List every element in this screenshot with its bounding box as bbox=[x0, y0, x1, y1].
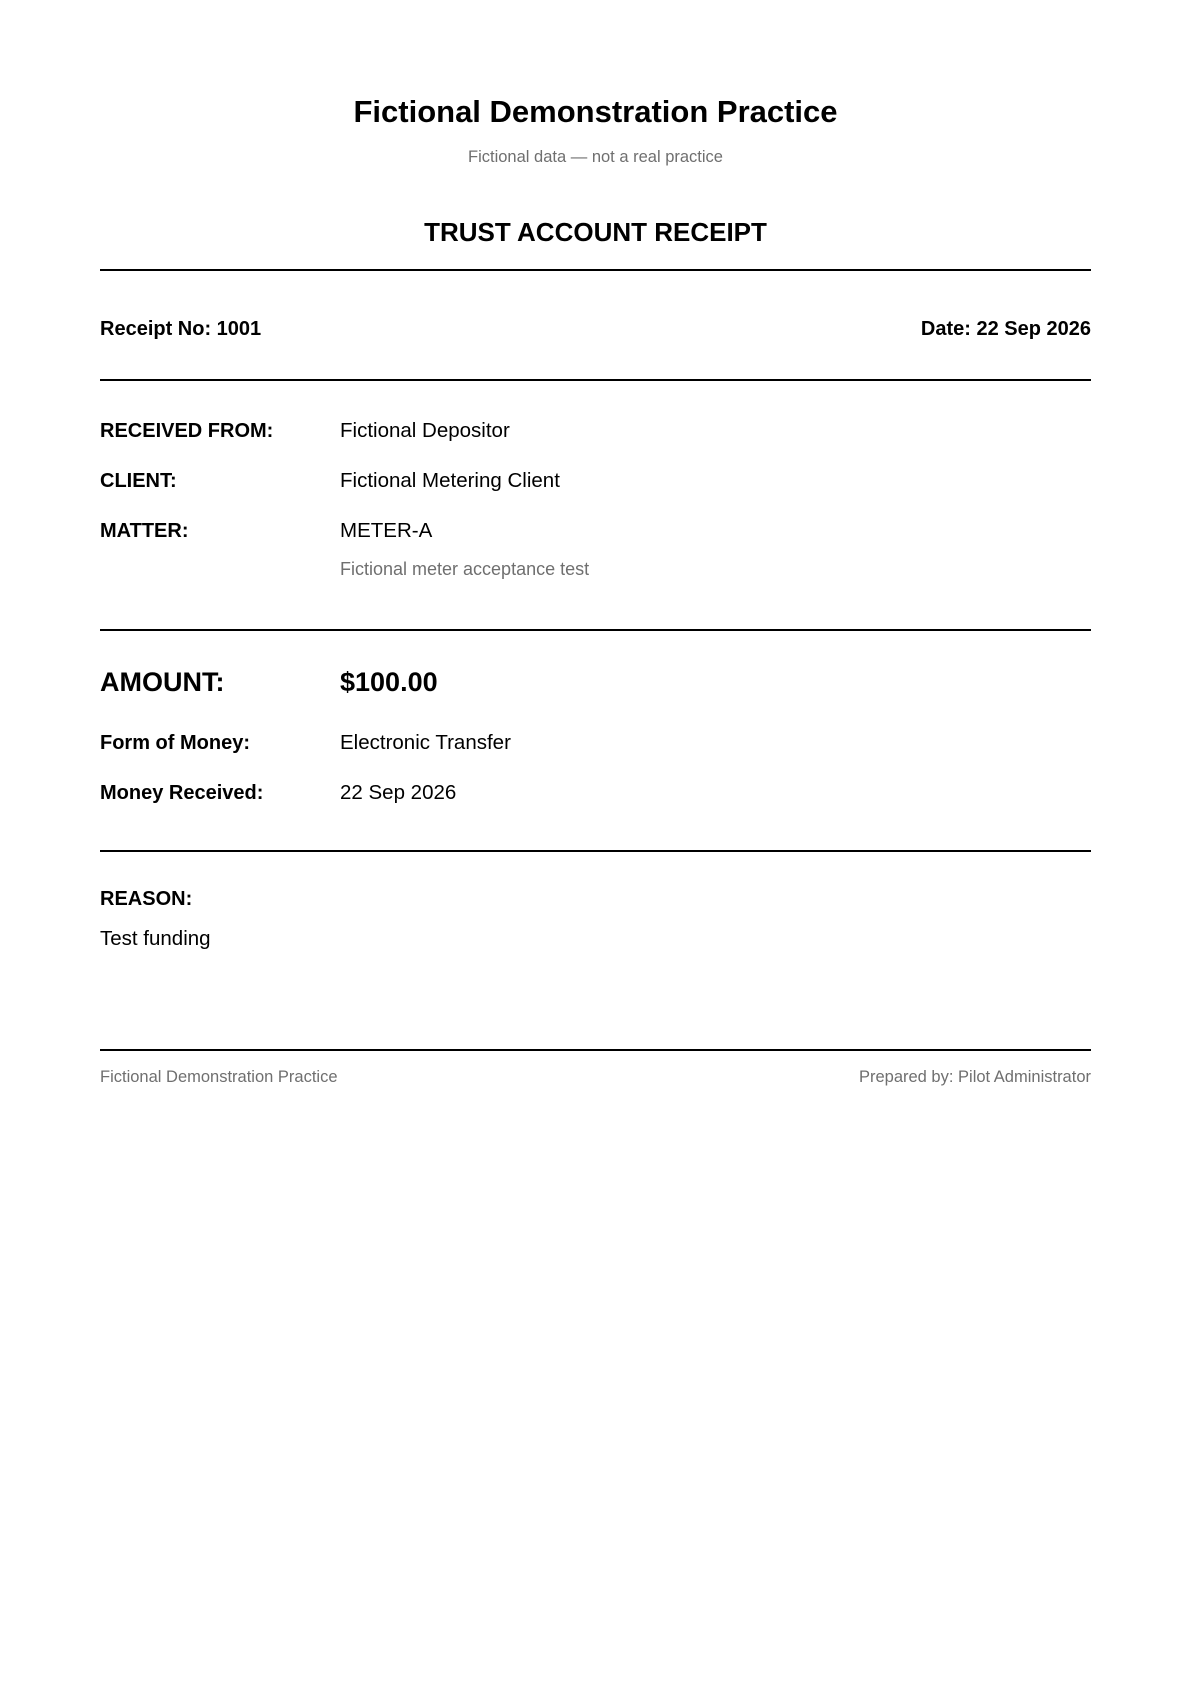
form-of-money-label: Form of Money: bbox=[100, 732, 250, 754]
reason-text: Test funding bbox=[100, 927, 211, 950]
receipt-number: Receipt No: 1001 bbox=[100, 318, 262, 340]
footer-practice-name: Fictional Demonstration Practice bbox=[100, 1068, 338, 1086]
money-received-label: Money Received: bbox=[100, 782, 264, 804]
matter-value: METER-A bbox=[340, 519, 433, 542]
reason-label: REASON: bbox=[100, 888, 193, 910]
footer-prepared-by: Prepared by: Pilot Administrator bbox=[858, 1068, 1091, 1086]
money-received-value: 22 Sep 2026 bbox=[340, 781, 457, 804]
document-title: TRUST ACCOUNT RECEIPT bbox=[424, 217, 767, 247]
client-value: Fictional Metering Client bbox=[340, 469, 560, 492]
matter-label: MATTER: bbox=[100, 520, 189, 542]
divider bbox=[100, 850, 1091, 852]
divider bbox=[100, 379, 1091, 381]
matter-description: Fictional meter acceptance test bbox=[340, 559, 590, 579]
form-of-money-value: Electronic Transfer bbox=[340, 731, 511, 754]
receipt-date: Date: 22 Sep 2026 bbox=[920, 318, 1091, 340]
practice-name: Fictional Demonstration Practice bbox=[353, 94, 838, 129]
footer-divider bbox=[100, 1049, 1091, 1051]
divider bbox=[100, 629, 1091, 631]
received-from-value: Fictional Depositor bbox=[340, 419, 510, 442]
received-from-label: RECEIVED FROM: bbox=[100, 420, 274, 442]
divider bbox=[100, 269, 1091, 271]
amount-label: AMOUNT: bbox=[100, 667, 225, 697]
client-label: CLIENT: bbox=[100, 470, 177, 492]
amount-value: $100.00 bbox=[340, 667, 438, 697]
practice-subtitle: Fictional data — not a real practice bbox=[468, 148, 723, 166]
